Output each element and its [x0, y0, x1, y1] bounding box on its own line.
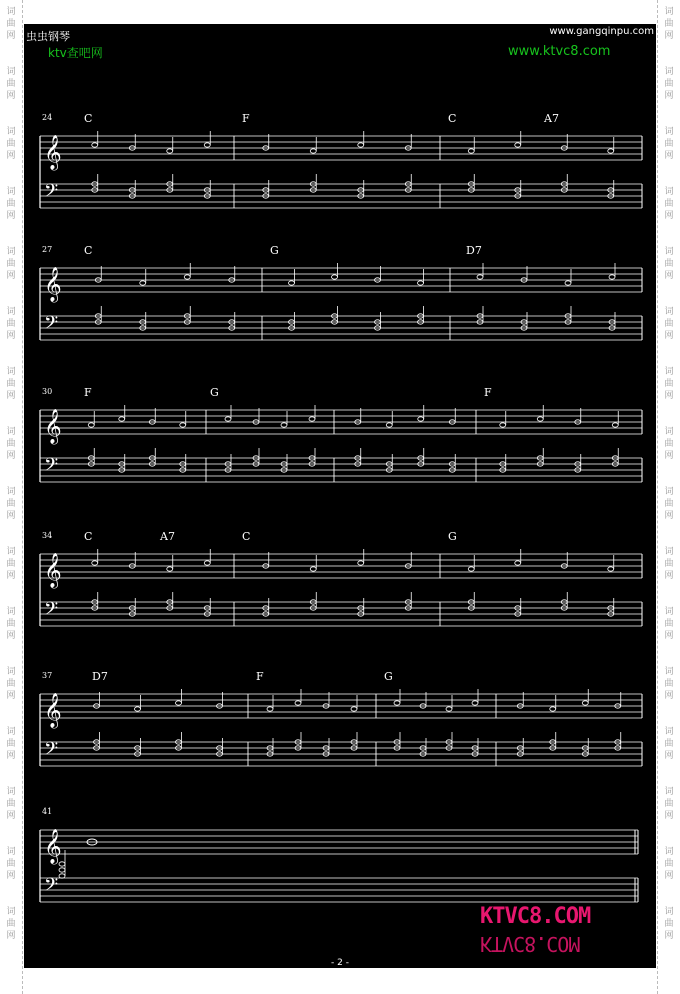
watermark-glyph: 曲	[664, 859, 674, 869]
header-url: www.gangqinpu.com	[549, 26, 654, 37]
watermark-glyph: 曲	[664, 619, 674, 629]
watermark-glyph: 网	[6, 151, 16, 161]
watermark-glyph: 词	[664, 547, 674, 557]
measure-number: 30	[42, 387, 53, 396]
watermark-glyph: 词	[664, 427, 674, 437]
watermark-glyph: 词	[664, 847, 674, 857]
watermark-glyph: 网	[6, 811, 16, 821]
watermark-glyph: 网	[6, 511, 16, 521]
watermark-glyph: 词	[664, 607, 674, 617]
watermark-glyph: 曲	[6, 439, 16, 449]
watermark-glyph: 网	[664, 751, 674, 761]
bass-clef: 𝄢	[44, 739, 59, 764]
watermark-glyph: 词	[6, 367, 16, 377]
measure-number: 41	[42, 807, 53, 816]
watermark-glyph: 曲	[664, 919, 674, 929]
chord-symbol: C	[242, 530, 251, 543]
watermark-glyph: 网	[664, 811, 674, 821]
measure-number: 34	[42, 531, 53, 540]
watermark-glyph: 曲	[664, 199, 674, 209]
watermark-glyph: 网	[664, 391, 674, 401]
watermark-glyph: 词	[6, 487, 16, 497]
watermark-glyph: 词	[664, 247, 674, 257]
watermark-glyph: 曲	[6, 499, 16, 509]
watermark-glyph: 词	[664, 67, 674, 77]
chord-symbol: G	[384, 670, 393, 683]
chord-symbol: D7	[92, 670, 108, 683]
header-url-green: www.ktvc8.com	[508, 44, 611, 59]
treble-clef: 𝄞	[44, 553, 62, 588]
watermark-glyph: 曲	[664, 139, 674, 149]
bass-clef: 𝄢	[44, 455, 59, 480]
watermark-glyph: 词	[664, 667, 674, 677]
watermark-glyph: 网	[664, 271, 674, 281]
chord-symbol: C	[448, 112, 457, 125]
treble-clef: 𝄞	[44, 693, 62, 728]
watermark-glyph: 词	[664, 187, 674, 197]
watermark-glyph: 网	[6, 931, 16, 941]
watermark-glyph: 网	[6, 91, 16, 101]
watermark-glyph: 曲	[6, 679, 16, 689]
score-sheet	[24, 24, 656, 968]
bass-clef: 𝄢	[44, 599, 59, 624]
watermark-glyph: 曲	[6, 559, 16, 569]
watermark-glyph: 词	[6, 247, 16, 257]
watermark-glyph: 曲	[664, 499, 674, 509]
watermark-glyph: 曲	[664, 259, 674, 269]
chord-symbol: C	[84, 530, 93, 543]
header-title: 虫虫钢琴	[26, 30, 70, 43]
watermark-glyph: 曲	[6, 139, 16, 149]
watermark-glyph: 词	[6, 127, 16, 137]
watermark-glyph: 词	[6, 907, 16, 917]
bass-clef: 𝄢	[44, 181, 59, 206]
watermark-glyph: 词	[664, 787, 674, 797]
header-site-left: ktv查吧网	[48, 46, 103, 60]
watermark-glyph: 网	[6, 751, 16, 761]
watermark-glyph: 曲	[6, 799, 16, 809]
watermark-glyph: 词	[6, 847, 16, 857]
watermark-glyph: 网	[664, 511, 674, 521]
watermark-glyph: 网	[6, 331, 16, 341]
chord-symbol: F	[256, 670, 264, 683]
chord-symbol: G	[270, 244, 279, 257]
watermark-glyph: 词	[6, 787, 16, 797]
watermark-glyph: 网	[664, 211, 674, 221]
watermark-glyph: 词	[6, 547, 16, 557]
watermark-glyph: 词	[6, 307, 16, 317]
treble-clef: 𝄞	[44, 409, 62, 444]
watermark-glyph: 网	[664, 691, 674, 701]
watermark-glyph: 网	[664, 931, 674, 941]
watermark-glyph: 词	[664, 727, 674, 737]
watermark-glyph: 曲	[6, 739, 16, 749]
watermark-glyph: 网	[6, 691, 16, 701]
watermark-glyph: 网	[6, 871, 16, 881]
watermark-glyph: 曲	[6, 199, 16, 209]
watermark-glyph: 网	[664, 871, 674, 881]
watermark-glyph: 词	[6, 187, 16, 197]
watermark-glyph: 词	[664, 307, 674, 317]
watermark-glyph: 曲	[664, 799, 674, 809]
bass-clef: 𝄢	[44, 875, 59, 900]
watermark-glyph: 曲	[6, 859, 16, 869]
watermark-glyph: 曲	[6, 259, 16, 269]
watermark-glyph: 曲	[6, 319, 16, 329]
watermark-glyph: 网	[664, 331, 674, 341]
watermark-glyph: 曲	[6, 919, 16, 929]
watermark-glyph: 网	[664, 631, 674, 641]
watermark-glyph: 词	[6, 7, 16, 17]
watermark-glyph: 曲	[664, 19, 674, 29]
watermark-glyph: 网	[664, 91, 674, 101]
chord-symbol: C	[84, 112, 93, 125]
watermark-glyph: 网	[6, 391, 16, 401]
chord-symbol: G	[448, 530, 457, 543]
watermark-glyph: 网	[664, 151, 674, 161]
watermark-glyph: 词	[664, 7, 674, 17]
watermark-glyph: 曲	[664, 379, 674, 389]
watermark-glyph: 网	[664, 31, 674, 41]
watermark-glyph: 词	[6, 67, 16, 77]
watermark-glyph: 曲	[664, 739, 674, 749]
watermark-glyph: 曲	[6, 19, 16, 29]
watermark-glyph: 词	[6, 667, 16, 677]
measure-number: 27	[42, 245, 53, 254]
watermark-glyph: 网	[6, 211, 16, 221]
watermark-glyph: 网	[6, 271, 16, 281]
watermark-glyph: 曲	[6, 379, 16, 389]
watermark-glyph: 词	[6, 727, 16, 737]
measure-number: 24	[42, 113, 53, 122]
chord-symbol: D7	[466, 244, 482, 257]
chord-symbol: F	[84, 386, 92, 399]
watermark-glyph: 曲	[664, 439, 674, 449]
watermark-glyph: 曲	[664, 319, 674, 329]
watermark-glyph: 曲	[664, 559, 674, 569]
chord-symbol: A7	[544, 112, 559, 125]
chord-symbol: G	[210, 386, 219, 399]
chord-symbol: F	[242, 112, 250, 125]
watermark-glyph: 曲	[664, 79, 674, 89]
watermark-glyph: 网	[664, 571, 674, 581]
watermark-glyph: 词	[6, 607, 16, 617]
watermark-glyph: 网	[664, 451, 674, 461]
watermark-glyph: 词	[664, 367, 674, 377]
ktvc8-logo-reflection: KTVC8.COM	[480, 932, 580, 956]
watermark-glyph: 网	[6, 451, 16, 461]
watermark-glyph: 词	[664, 127, 674, 137]
page-number: - 2 -	[331, 958, 349, 968]
ktvc8-logo: KTVC8.COM	[480, 904, 591, 929]
watermark-glyph: 词	[664, 487, 674, 497]
watermark-glyph: 曲	[6, 79, 16, 89]
watermark-glyph: 网	[6, 571, 16, 581]
chord-symbol: C	[84, 244, 93, 257]
watermark-glyph: 网	[6, 631, 16, 641]
bass-clef: 𝄢	[44, 313, 59, 338]
watermark-glyph: 词	[6, 427, 16, 437]
chord-symbol: F	[484, 386, 492, 399]
watermark-glyph: 曲	[664, 679, 674, 689]
watermark-glyph: 曲	[6, 619, 16, 629]
treble-clef: 𝄞	[44, 829, 62, 864]
treble-clef: 𝄞	[44, 267, 62, 302]
watermark-glyph: 网	[6, 31, 16, 41]
treble-clef: 𝄞	[44, 135, 62, 170]
chord-symbol: A7	[160, 530, 175, 543]
watermark-glyph: 词	[664, 907, 674, 917]
measure-number: 37	[42, 671, 53, 680]
